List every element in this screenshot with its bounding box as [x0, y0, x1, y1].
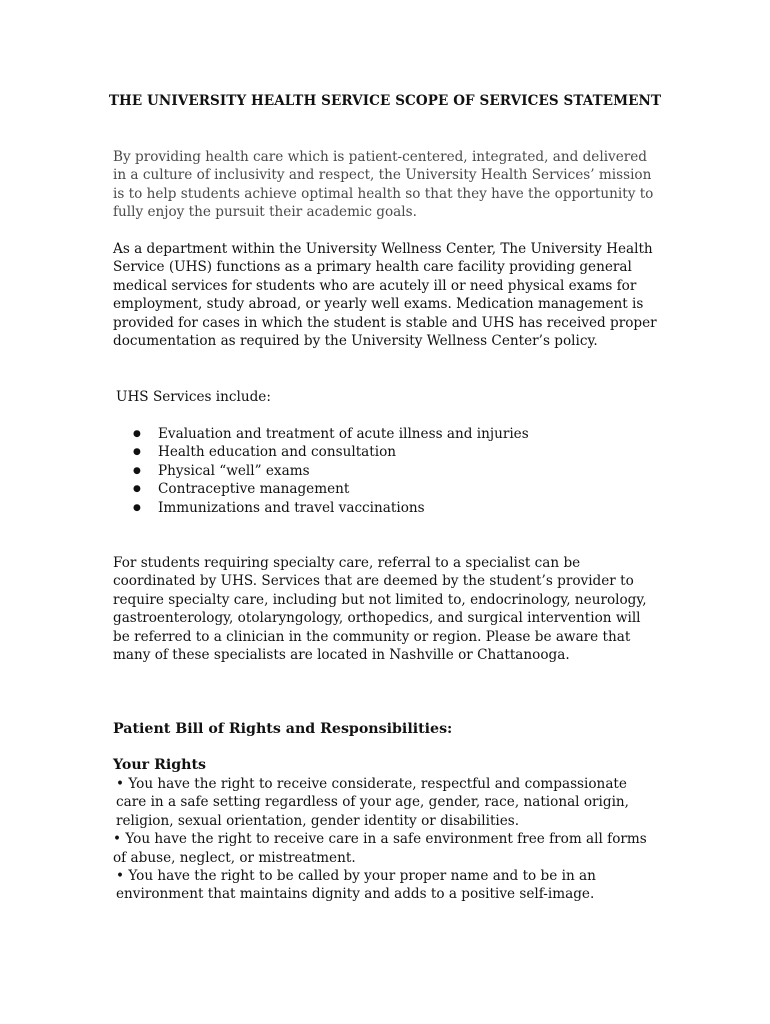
referral-paragraph: For students requiring specialty care, referral to a specialist can be coordinated by UHS. Services that are deemed by the student’s provider to require specialty care, including but not limited to, endocrinology, neurology, gastroenterology, otolaryngology, orthopedics, and surgical intervention will be referred to a clinician in the community or region. Please be aware that many of these specialists are located in Nashville or Chattanooga.	[113, 555, 647, 664]
services-list	[133, 425, 653, 517]
bill-of-rights-heading: Patient Bill of Rights and Responsibilities:	[113, 721, 453, 737]
service-item: ● Contraceptive management	[133, 480, 653, 498]
rights-item: • You have the right to receive care in a safe environment free from all forms of abuse, neglect, or mistreatment.	[113, 831, 647, 866]
service-item: ● Immunizations and travel vaccinations	[133, 499, 653, 517]
rights-item: • You have the right to receive considerate, respectful and compassionate care in a safe setting regardless of your age, gender, race, national origin, religion, sexual orientation, gender identity or disabilities.	[116, 776, 629, 829]
document-title: THE UNIVERSITY HEALTH SERVICE SCOPE OF SERVICES STATEMENT	[108, 93, 662, 109]
services-label: UHS Services include:	[116, 389, 271, 405]
your-rights-heading: Your Rights	[113, 757, 207, 773]
rights-item: • You have the right to be called by your proper name and to be in an environment that maintains dignity and adds to a positive self-image.	[116, 868, 596, 903]
rights-list	[113, 775, 661, 904]
mission-paragraph: By providing health care which is patient-centered, integrated, and delivered in a culture of inclusivity and respect, the University Health Services’ mission is to help students achieve optimal health so that they have the opportunity to fully enjoy the pursuit their academic goals.	[113, 149, 654, 221]
service-item: ● Evaluation and treatment of acute illness and injuries	[133, 425, 653, 443]
service-item: ● Physical “well” exams	[133, 462, 653, 480]
department-paragraph: As a department within the University Wellness Center, The University Health Service (UHS) functions as a primary health care facility providing general medical services for students who are acutely ill or need physical exams for employment, study abroad, or yearly well exams. Medication management is provided for cases in which the student is stable and UHS has received proper documentation as required by the University Wellness Center’s policy.	[113, 241, 657, 350]
service-item: ● Health education and consultation	[133, 443, 653, 461]
